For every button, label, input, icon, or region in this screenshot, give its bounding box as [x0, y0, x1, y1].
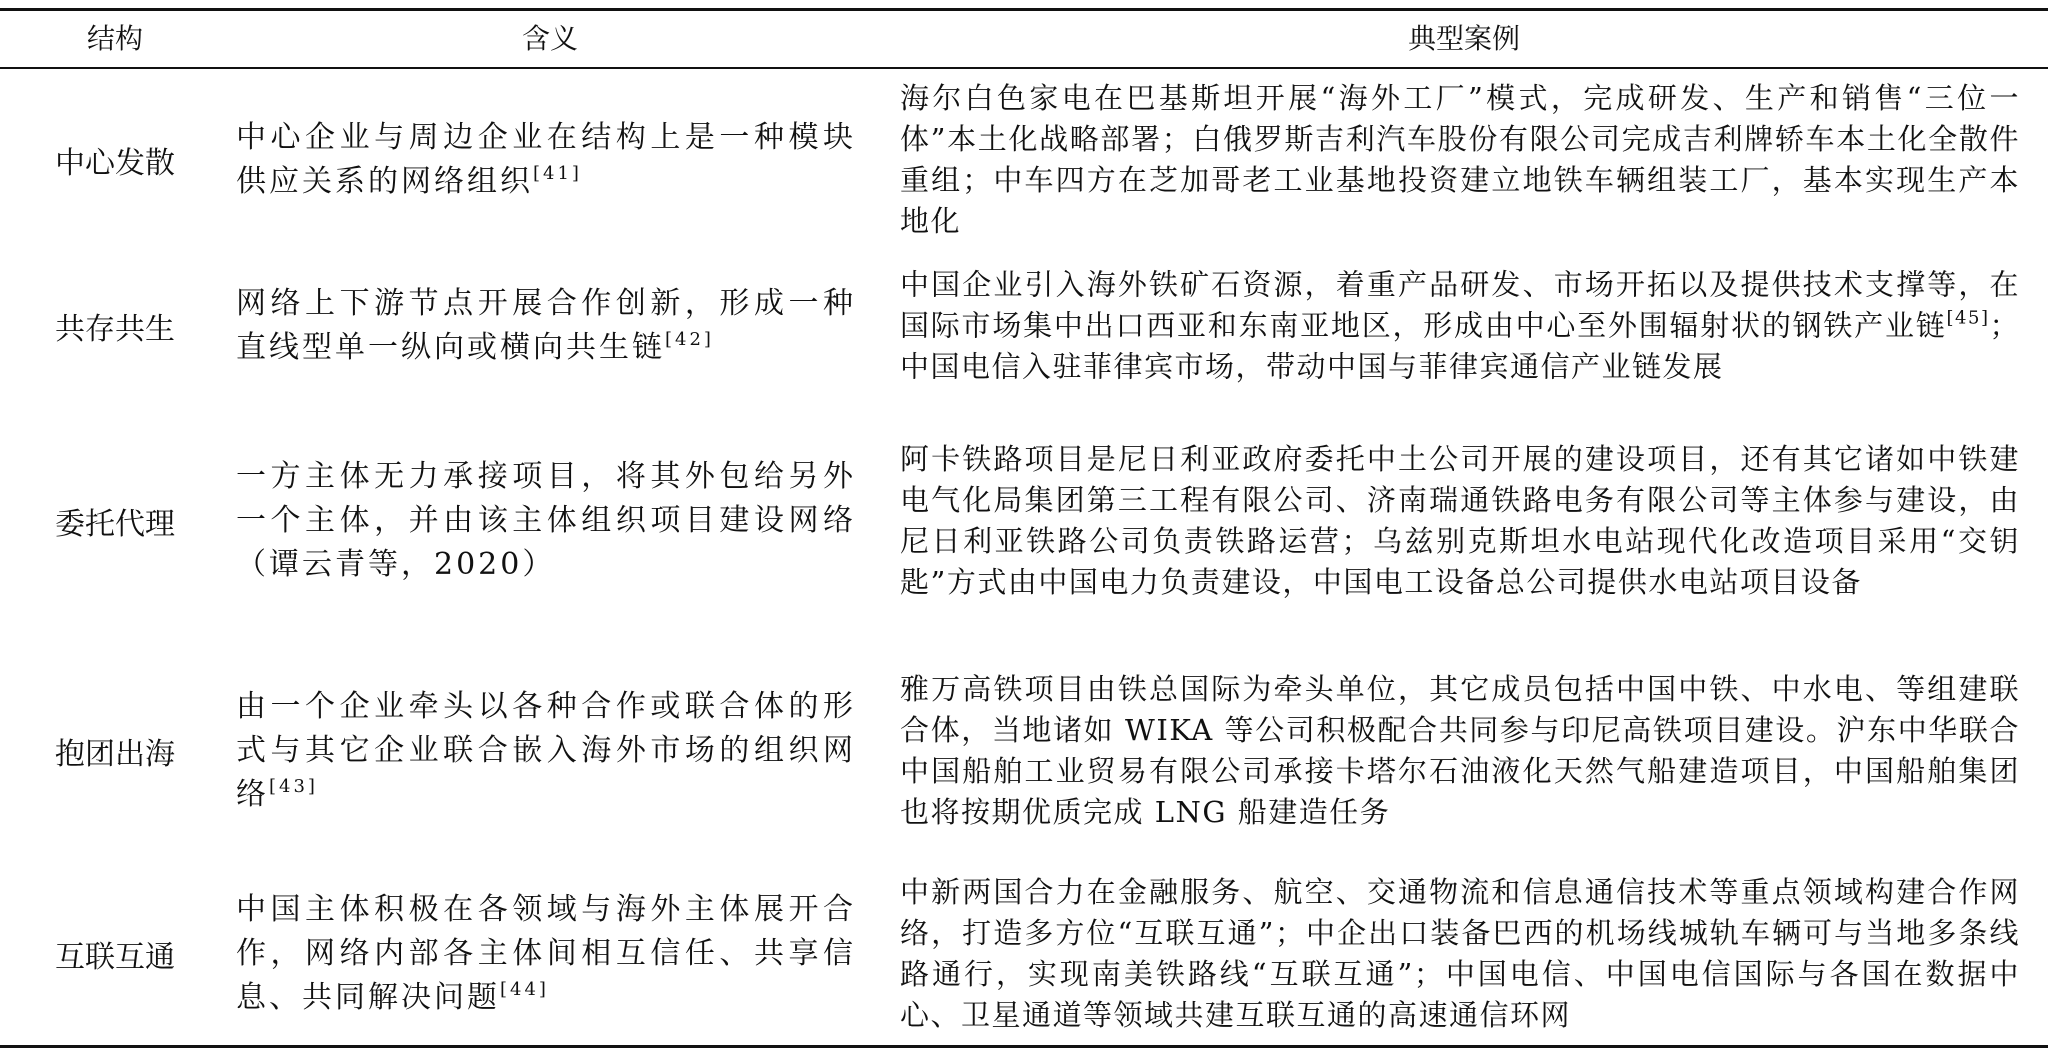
row-meaning: 中心企业与周边企业在结构上是一种模块供应关系的网络组织[41]	[236, 120, 856, 199]
row-structure: 中心发散	[55, 146, 175, 181]
table-row	[0, 69, 2048, 251]
table-row	[0, 251, 2048, 401]
row-meaning: 中国主体积极在各领域与海外主体展开合作，网络内部各主体间相互信任、共享信息、共同解决问题[44]	[236, 892, 856, 1015]
row-cases: 雅万高铁项目由铁总国际为牵头单位，其它成员包括中国中铁、中水电、等组建联合体，当地诸如 WIKA 等公司积极配合共同参与印尼高铁项目建设。沪东中华联合中国船舶工业贸易有限公司承接卡塔尔石油液化天然气船建造项目，中国船舶集团也将按期优质完成 LNG 船建造任务	[900, 672, 2020, 829]
table-header	[0, 11, 2048, 69]
citation: [43]	[269, 776, 318, 797]
citation: [42]	[665, 329, 714, 350]
row-cases: 中新两国合力在金融服务、航空、交通物流和信息通信技术等重点领域构建合作网络，打造多方位“互联互通”；中企出口装备巴西的机场线城轨车辆可与当地多条线路通行，实现南美铁路线“互联互通”；中国电信、中国电信国际与各国在数据中心、卫星通道等领域共建互联互通的高速通信环网	[900, 875, 2020, 1032]
table-row	[0, 405, 2048, 637]
row-structure: 互联互通	[55, 940, 175, 975]
citation: [44]	[500, 979, 549, 1000]
table-row	[0, 863, 2048, 1045]
row-cases: 中国企业引入海外铁矿石资源，着重产品研发、市场开拓以及提供技术支撑等，在国际市场集中出口西亚和东南亚地区，形成由中心至外围辐射状的钢铁产业链[45]；中国电信入驻菲律宾市场，带动中国与菲律宾通信产业链发展	[900, 267, 2020, 384]
row-cases: 海尔白色家电在巴基斯坦开展“海外工厂”模式，完成研发、生产和销售“三位一体”本土化战略部署；白俄罗斯吉利汽车股份有限公司完成吉利牌轿车本土化全散件重组；中车四方在芝加哥老工业基地投资建立地铁车辆组装工厂，基本实现生产本地化	[900, 81, 2020, 238]
header-meaning: 含义	[521, 22, 578, 55]
row-meaning: 一方主体无力承接项目，将其外包给另外一个主体，并由该主体组织项目建设网络（谭云青等，2020）	[236, 459, 856, 582]
row-structure: 委托代理	[55, 507, 175, 542]
row-structure: 共存共生	[55, 312, 175, 347]
table-row	[0, 651, 2048, 851]
header-structure: 结构	[86, 22, 143, 55]
row-structure: 抱团出海	[55, 737, 175, 772]
row-cases: 阿卡铁路项目是尼日利亚政府委托中土公司开展的建设项目，还有其它诸如中铁建电气化局集团第三工程有限公司、济南瑞通铁路电务有限公司等主体参与建设，由尼日利亚铁路公司负责铁路运营；乌兹别克斯坦水电站现代化改造项目采用“交钥匙”方式由中国电力负责建设，中国电工设备总公司提供水电站项目设备	[900, 442, 2020, 599]
row-meaning: 由一个企业牵头以各种合作或联合体的形式与其它企业联合嵌入海外市场的组织网络[43]	[236, 689, 856, 812]
data-table	[0, 8, 2048, 1048]
citation: [45]	[1946, 307, 1990, 329]
citation: [41]	[533, 163, 582, 184]
header-cases: 典型案例	[1407, 22, 1520, 55]
row-meaning: 网络上下游节点开展合作创新，形成一种直线型单一纵向或横向共生链[42]	[236, 286, 856, 365]
